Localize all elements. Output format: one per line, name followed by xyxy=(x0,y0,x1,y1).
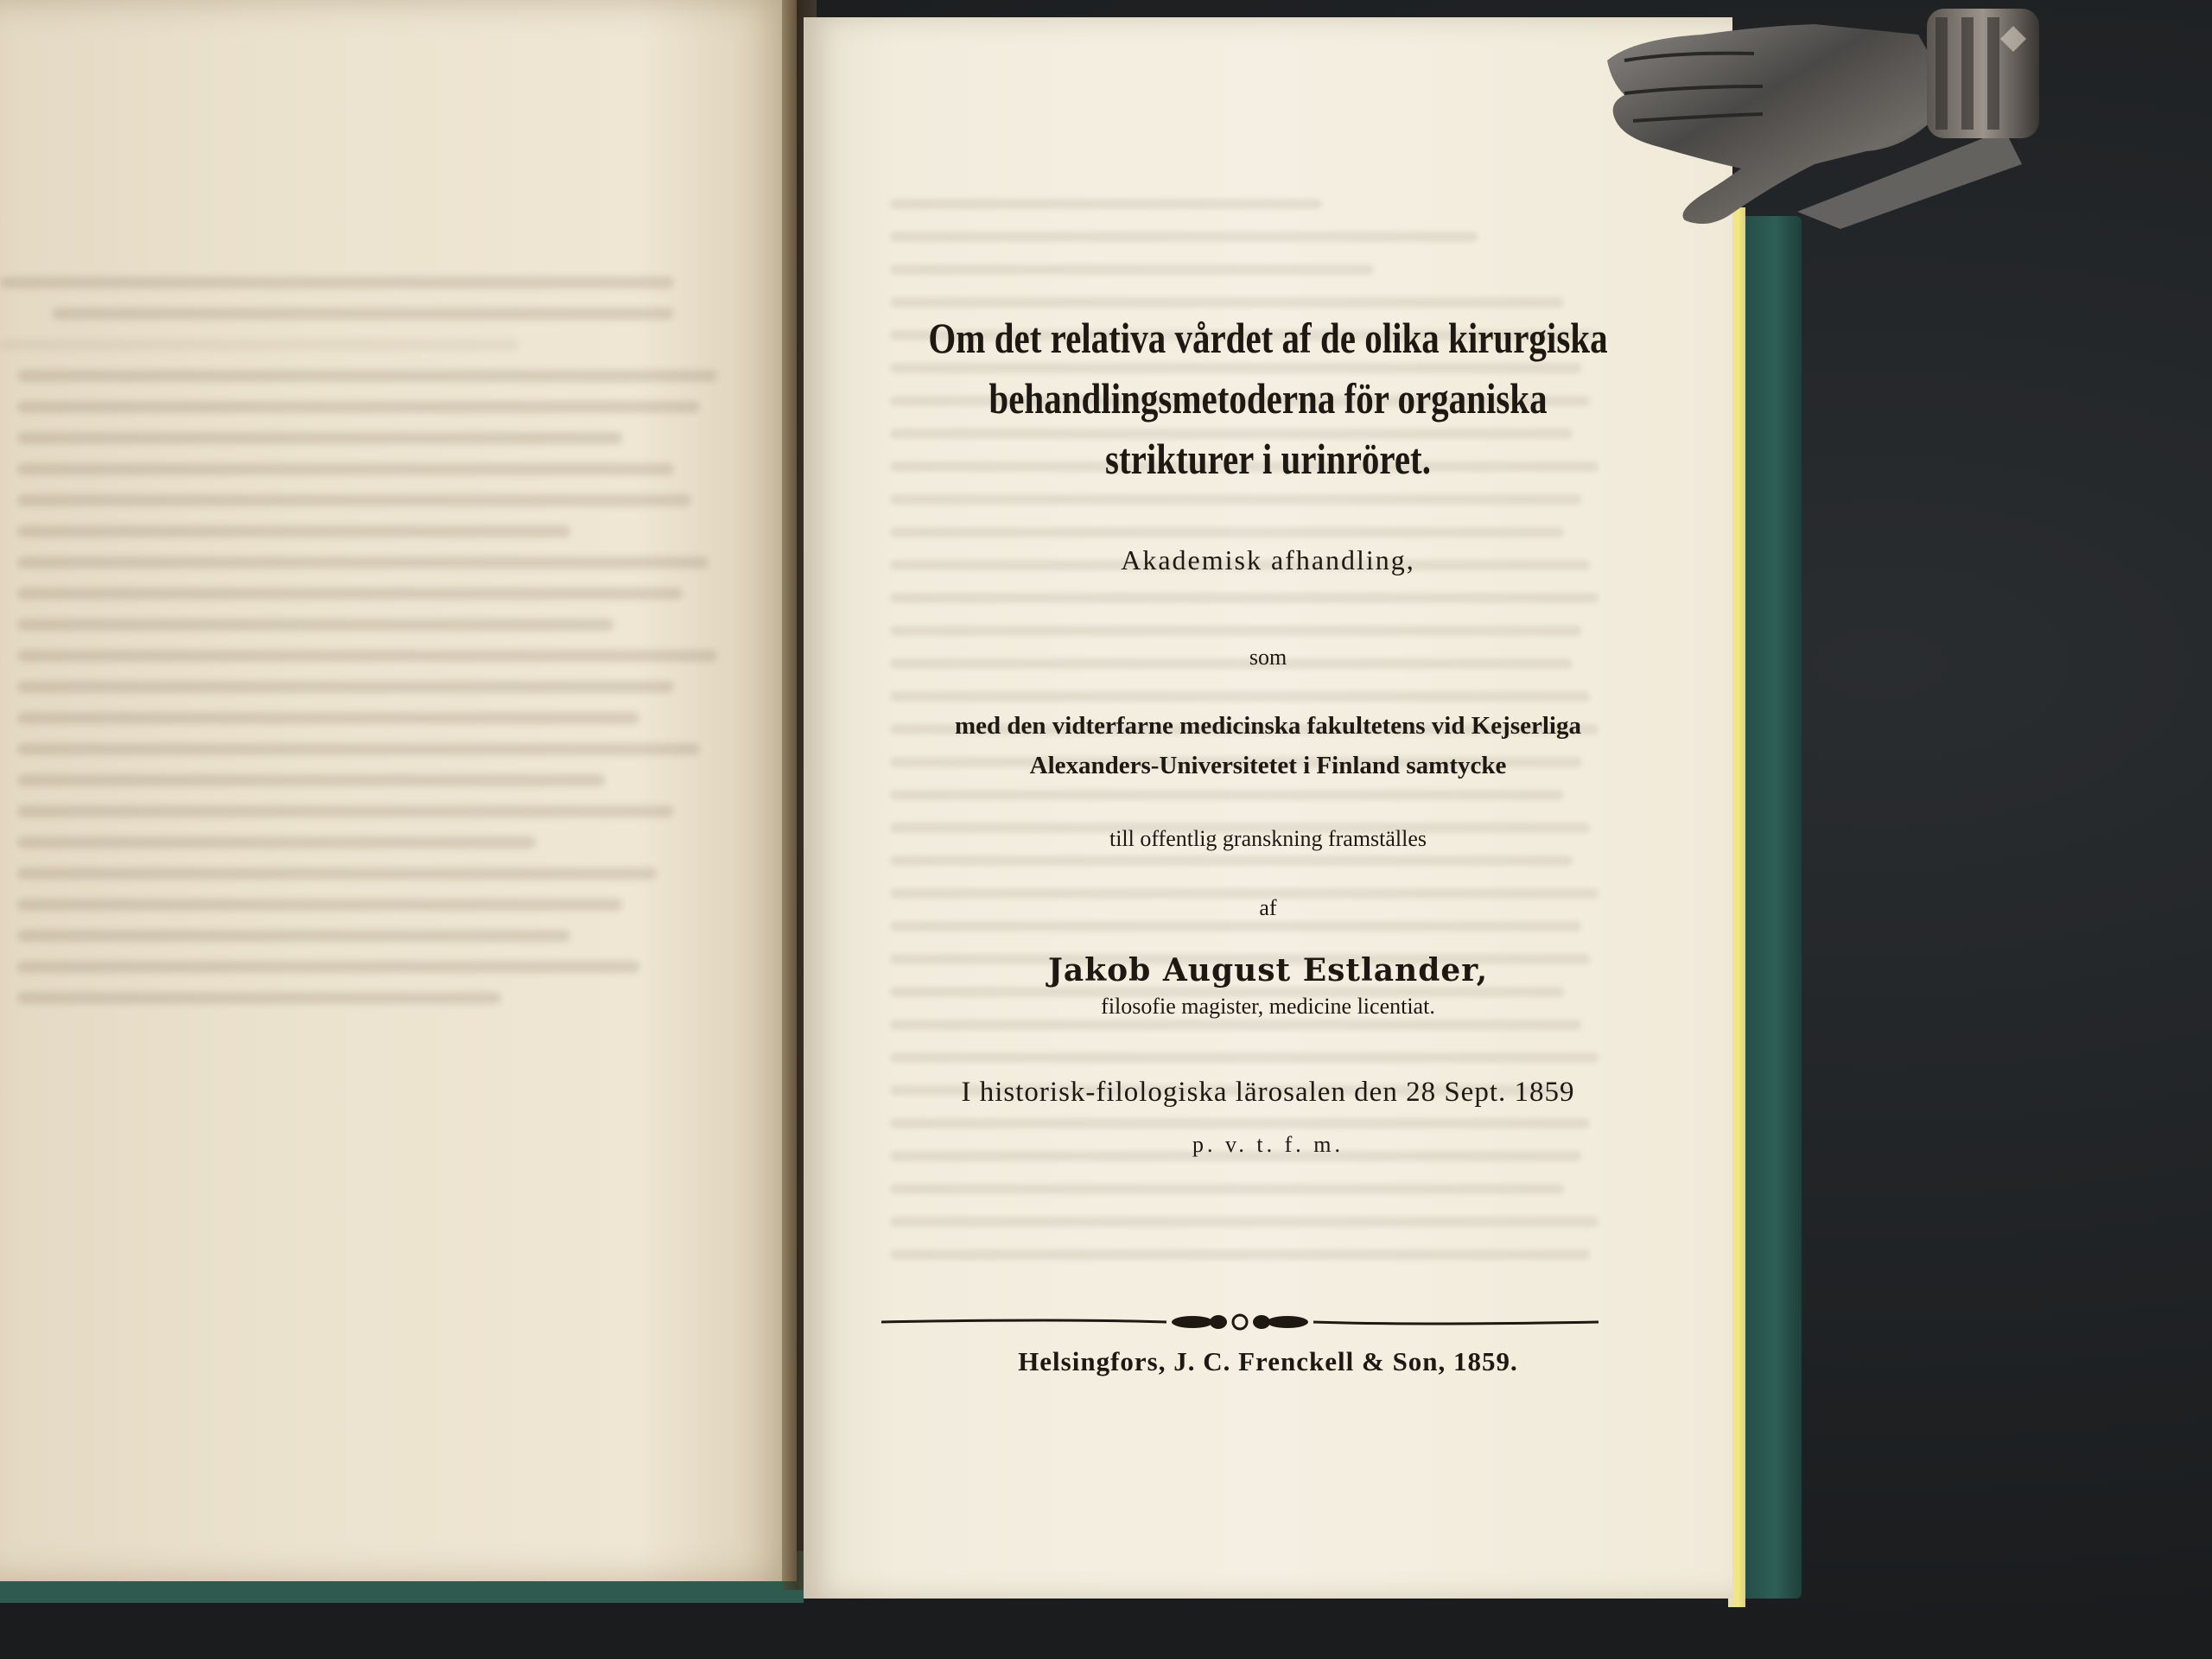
connector-af: af xyxy=(1259,895,1277,920)
show-through-text xyxy=(0,276,743,1400)
faculty-line-2: Alexanders-Universitetet i Finland samtycke xyxy=(1029,752,1507,779)
left-page xyxy=(0,0,797,1581)
author-titles: filosofie magister, medicine licentiat. xyxy=(1101,994,1435,1019)
title-line-3: strikturer i urinröret. xyxy=(1105,435,1431,483)
book-cover-right-edge xyxy=(1737,216,1802,1599)
silver-hand-clip-icon xyxy=(1555,0,2056,251)
ornamental-rule xyxy=(881,1311,1599,1333)
imprint: Helsingfors, J. C. Frenckell & Son, 1859. xyxy=(1018,1346,1518,1376)
title-page-text xyxy=(804,17,1732,1599)
examination-line: till offentlig granskning framställes xyxy=(1109,826,1427,851)
title-line-2: behandlingsmetoderna för organiska xyxy=(988,374,1548,423)
title-line-1: Om det relativa vårdet af de olika kirurgiska xyxy=(928,314,1608,362)
author-name: Jakob August Estlander, xyxy=(1047,952,1489,988)
abbreviation: p. v. t. f. m. xyxy=(1192,1132,1344,1157)
title-page xyxy=(804,17,1732,1599)
subtitle: Akademisk afhandling, xyxy=(1121,544,1415,575)
connector-som: som xyxy=(1249,645,1287,670)
faculty-line-1: med den vidterfarne medicinska fakultetens vid Kejserliga xyxy=(955,712,1581,740)
venue-date: I historisk-filologiska lärosalen den 28 Sept. 1859 xyxy=(961,1077,1575,1108)
